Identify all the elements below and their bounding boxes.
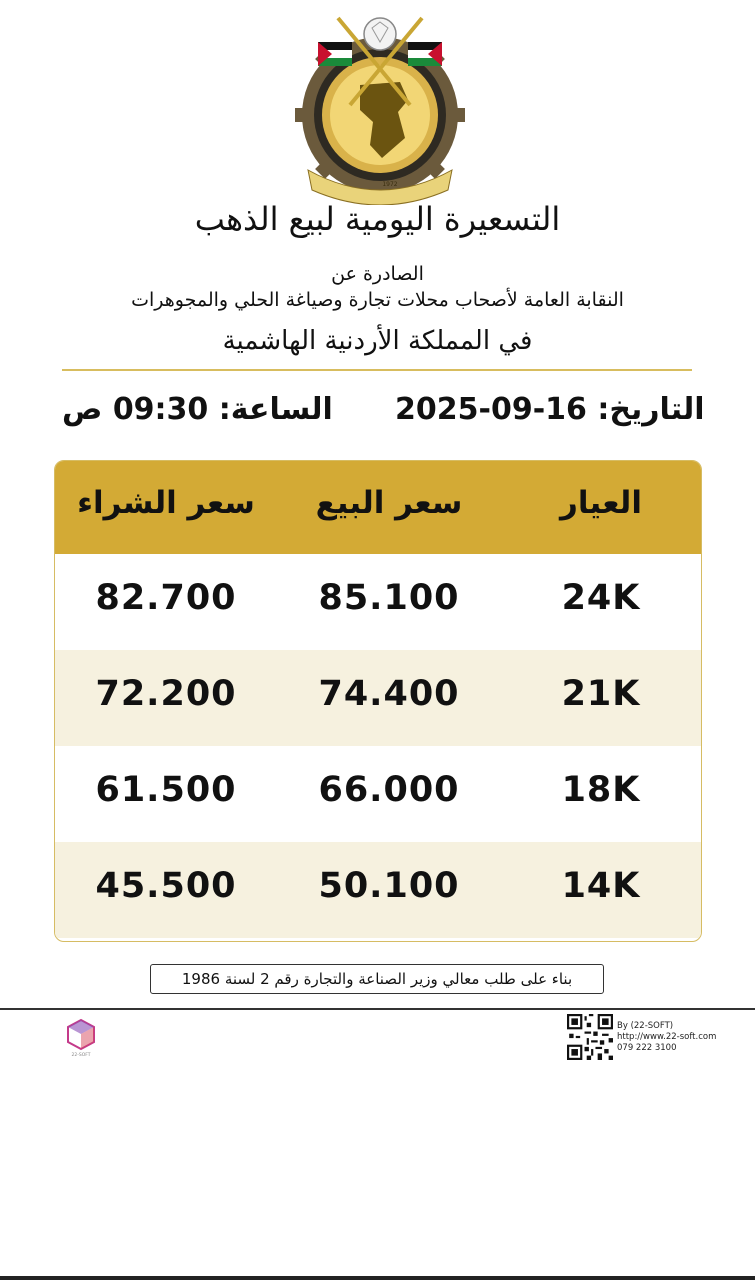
syndicate-name: النقابة العامة لأصحاب محلات تجارة وصياغة الحلي والمجوهرات: [131, 289, 624, 311]
buy-price-cell: 61.500: [95, 770, 237, 810]
date-value: 16-09-2025: [395, 392, 587, 427]
header-sell-price: سعر البيع: [315, 485, 463, 521]
table-row: [55, 842, 701, 938]
time-display: [62, 392, 333, 427]
syndicate-logo: [290, 10, 470, 205]
karat-cell: 24K: [561, 578, 641, 618]
sell-price-cell: 74.400: [318, 674, 460, 714]
price-table: [54, 460, 702, 942]
brand-small-text: 22-SOFT: [71, 1053, 91, 1058]
22-soft-logo-icon: [64, 1018, 98, 1058]
karat-cell: 18K: [561, 770, 641, 810]
bottom-edge: [0, 1276, 755, 1280]
table-row: [55, 554, 701, 650]
table-header: [55, 461, 701, 554]
page-title: التسعيرة اليومية لبيع الذهب: [194, 200, 561, 238]
credit-site-link[interactable]: http://www.22-soft.com: [617, 1032, 717, 1042]
buy-price-cell: 72.200: [95, 674, 237, 714]
sell-price-cell: 50.100: [318, 866, 460, 906]
footer-divider: [0, 1008, 755, 1010]
country-name: في المملكة الأردنية الهاشمية: [222, 326, 533, 356]
karat-cell: 14K: [561, 866, 641, 906]
credit-by: By (22-SOFT): [617, 1021, 674, 1031]
developer-credits: [617, 1021, 716, 1054]
issued-by-label: الصادرة عن: [331, 263, 424, 285]
time-label: الساعة:: [218, 392, 333, 427]
sell-price-cell: 66.000: [318, 770, 460, 810]
time-value: 09:30 ص: [62, 392, 209, 427]
svg-text:1972: 1972: [382, 181, 398, 188]
header-karat: العيار: [560, 485, 642, 521]
sell-price-cell: 85.100: [318, 578, 460, 618]
buy-price-cell: 45.500: [95, 866, 237, 906]
header-buy-price: سعر الشراء: [77, 485, 255, 521]
ministerial-note: بناء على طلب معالي وزير الصناعة والتجارة رقم 2 لسنة 1986: [150, 964, 604, 994]
credit-phone: 079 222 3100: [617, 1043, 677, 1053]
date-display: [395, 392, 705, 427]
qr-code-icon: [567, 1014, 613, 1060]
date-label: التاريخ:: [597, 392, 705, 427]
table-row: [55, 746, 701, 842]
karat-cell: 21K: [561, 674, 641, 714]
table-row: [55, 650, 701, 746]
divider: [62, 369, 692, 371]
buy-price-cell: 82.700: [95, 578, 237, 618]
